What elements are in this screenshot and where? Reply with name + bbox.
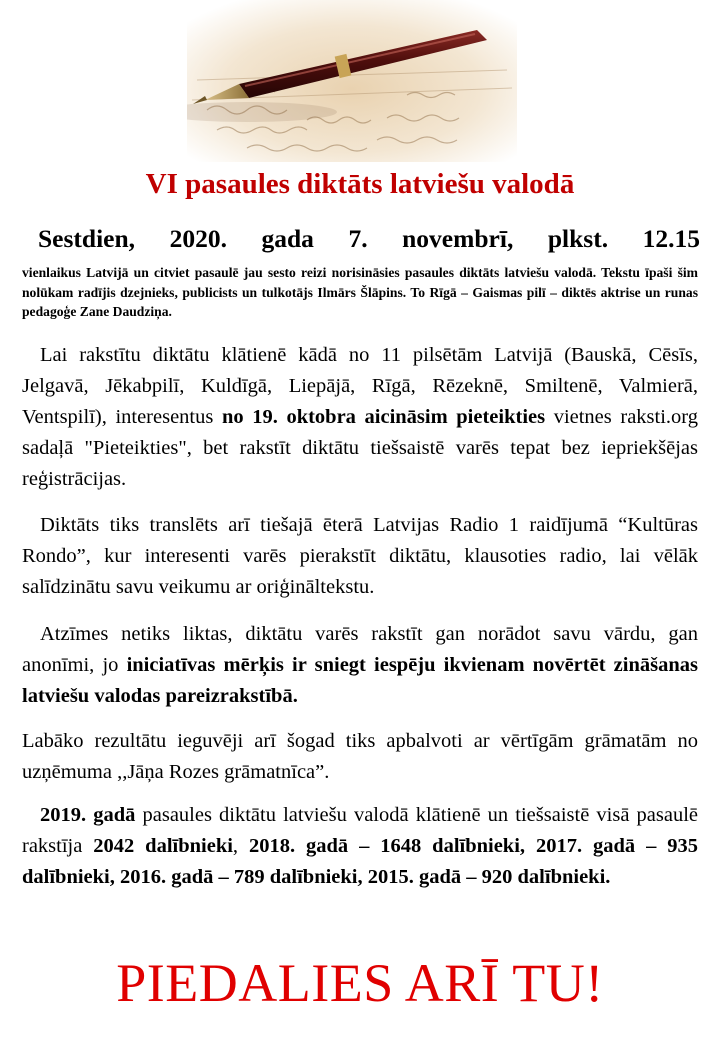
intro-paragraph: vienlaikus Latvijā un citviet pasaulē jau sesto reizi norisināsies pasaules diktāts latviešu valodā. Tekstu īpaši šim nolūkam radījis dzejnieks, publicists un tulkotājs Ilmārs Šlāpins. To Rīgā – Gaismas pilī – diktēs aktrise un runas pedagoģe Zane Daudziņa. [22, 265, 698, 319]
fountain-pen-on-letter-image [187, 0, 517, 162]
call-to-action: PIEDALIES ARĪ TU! [116, 953, 604, 1013]
registration-paragraph: Lai rakstītu diktātu klātienē kādā no 11 pilsētām Latvijā (Bauskā, Cēsīs, Jelgavā, Jēkabpilī, Kuldīgā, Liepājā, Rīgā, Rēzeknē, Smiltenē, Valmierā, Ventspilī), interesentus no 19. oktobra aicināsim pieteikties vietnes raksti.org sadaļā "Pieteikties", bet rakstīt diktātu tiešsaistē varēs tepat bez iepriekšējas reģistrācijas. [22, 344, 698, 490]
prizes-paragraph: Labāko rezultātu ieguvēji arī šogad tiks apbalvoti ar vērtīgām grāmatām no uzņēmuma ,,Jāņa Rozes grāmatnīca”. [22, 730, 698, 783]
statistics-paragraph: 2019. gadā pasaules diktātu latviešu valodā klātienē un tiešsaistē visā pasaulē rakstīja 2042 dalībnieki, 2018. gadā – 1648 dalībnieki, 2017. gadā – 935 dalībnieki, 2016. gadā – 789 dalībnieki, 2015. gadā – 920 dalībnieki. [22, 804, 698, 888]
radio-paragraph: Diktāts tiks translēts arī tiešajā ēterā Latvijas Radio 1 raidījumā “Kultūras Rondo”, kur interesenti varēs pierakstīt diktātu, klausoties radio, lai vēlāk salīdzinātu savu veikumu ar oriģināltekstu. [22, 514, 698, 598]
goal-paragraph: Atzīmes netiks liktas, diktātu varēs rakstīt gan norādot savu vārdu, gan anonīmi, jo iniciatīvas mērķis ir sniegt iespēju ikvienam novērtēt zināšanas latviešu valodas pareizrakstībā. [22, 623, 698, 707]
event-date-line: Sestdien, 2020. gada 7. novembrī, plkst. 12.15 [38, 224, 700, 253]
page-title: VI pasaules diktāts latviešu valodā [145, 168, 575, 200]
